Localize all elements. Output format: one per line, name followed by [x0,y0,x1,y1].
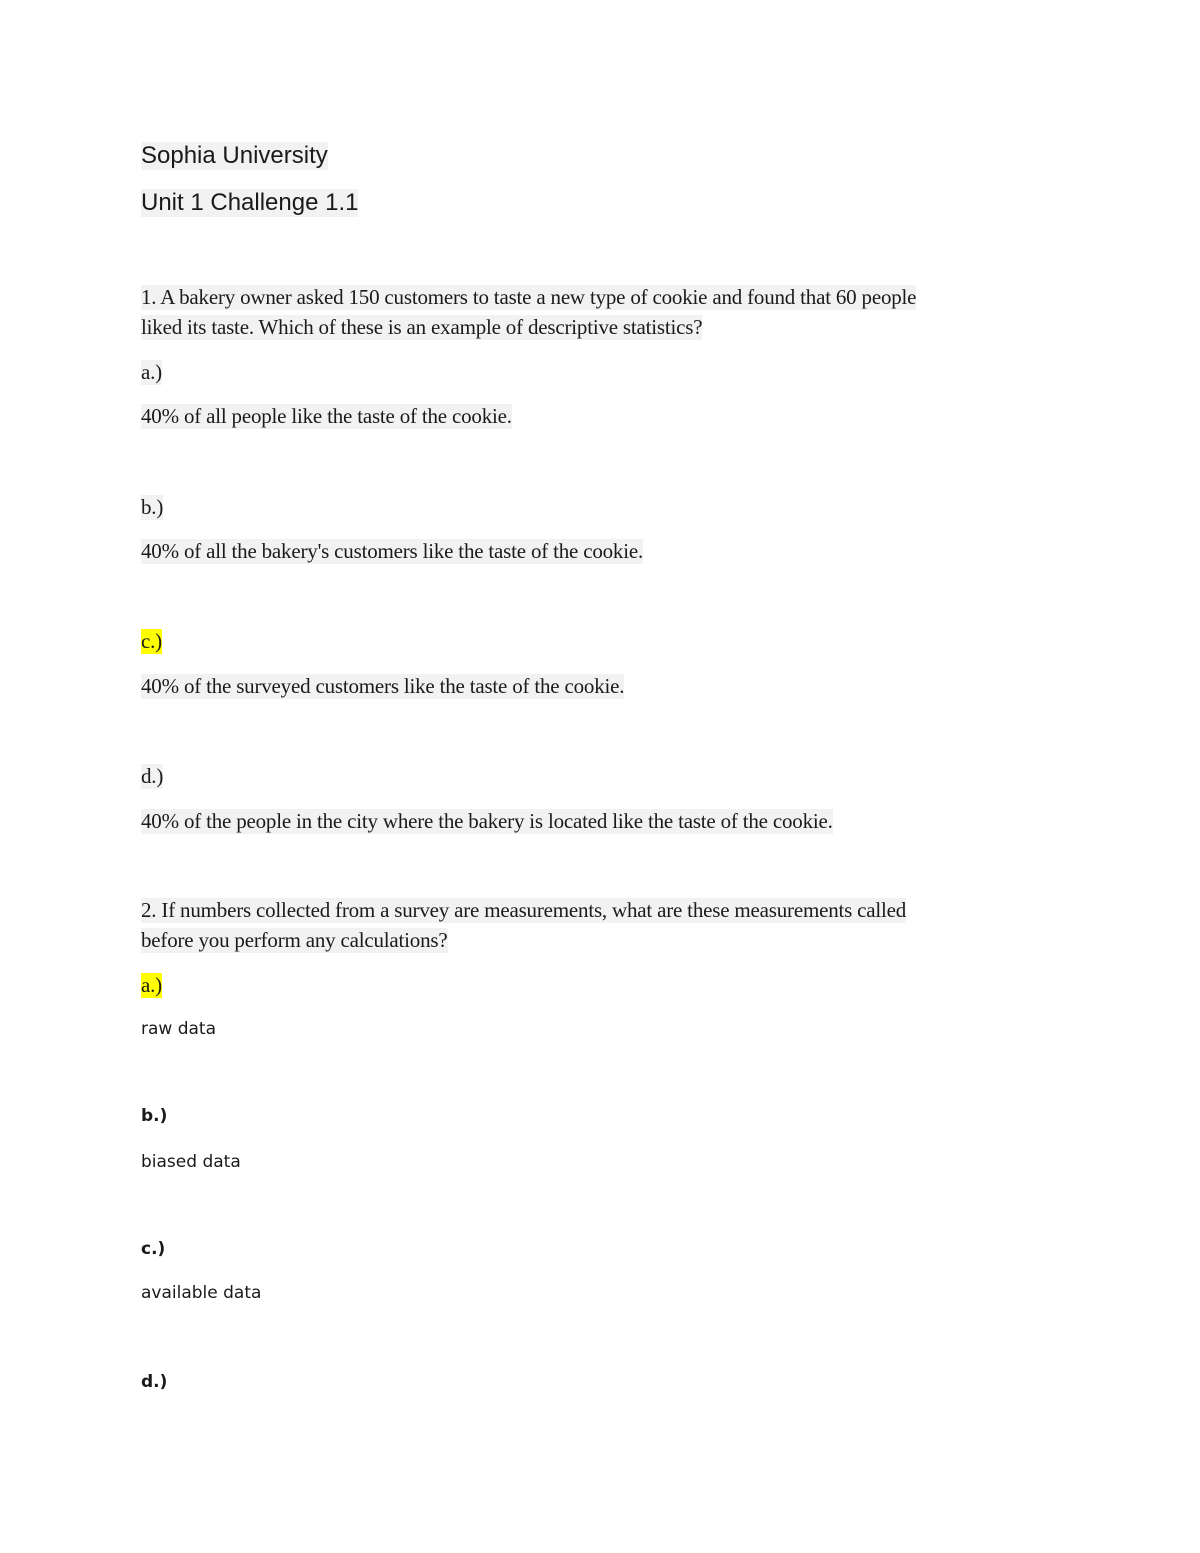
q1-option-c-label-highlighted: c.) [141,629,162,653]
q1-option-b-text: 40% of all the bakery's customers like the taste of the cookie. [141,539,644,563]
q2-option-d-label: d.) [141,1372,168,1392]
q2-option-c-text: available data [141,1283,262,1303]
q2-option-b-text: biased data [141,1152,241,1172]
q1-option-a-label: a.) [141,360,162,384]
question-2-line-1: 2. If numbers collected from a survey are measurements, what are these measurements called [141,898,907,922]
q1-option-d-label: d.) [141,764,164,788]
question-1-line-2: liked its taste. Which of these is an example of descriptive statistics? [141,315,703,339]
q2-option-a-text: raw data [141,1019,217,1039]
q2-option-a-label-highlighted: a.) [141,973,162,997]
q2-option-b-label: b.) [141,1106,168,1126]
question-2-line-2: before you perform any calculations? [141,928,448,952]
school-title: Sophia University [141,142,328,169]
q1-option-d-text: 40% of the people in the city where the bakery is located like the taste of the cookie. [141,809,833,833]
q2-option-c-label: c.) [141,1239,166,1259]
question-1-line-1: 1. A bakery owner asked 150 customers to taste a new type of cookie and found that 60 people [141,285,917,309]
q1-option-c-text: 40% of the surveyed customers like the taste of the cookie. [141,674,625,698]
q1-option-a-text: 40% of all people like the taste of the cookie. [141,404,512,428]
q1-option-b-label: b.) [141,495,164,519]
unit-title: Unit 1 Challenge 1.1 [141,189,359,216]
